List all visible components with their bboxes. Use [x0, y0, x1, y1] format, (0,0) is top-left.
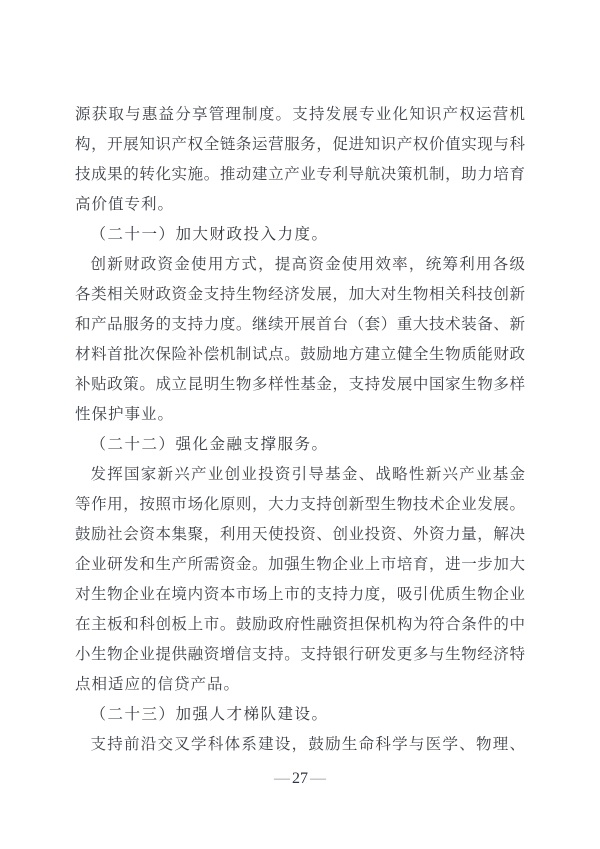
text-line-6: 创新财政资金使用方式，提高资金使用效率，统筹利用各级	[90, 256, 525, 273]
text-line-1: 源获取与惠益分享管理制度。支持发展专业化知识产权运营机	[75, 106, 525, 123]
page-number: 27	[292, 770, 308, 787]
text-line-5: （二十一）加大财政投入力度。	[90, 226, 329, 243]
text-line-3: 技成果的转化实施。推动建立产业专利导航决策机制，助力培育	[75, 166, 525, 183]
text-line-16: 企业研发和生产所需资金。加强生物企业上市培育，进一步加大	[75, 556, 525, 573]
text-line-19: 小生物企业提供融资增信支持。支持银行研发更多与生物经济特	[75, 646, 525, 663]
text-line-18: 在主板和科创板上市。鼓励政府性融资担保机构为符合条件的中	[75, 616, 525, 633]
text-line-10: 补贴政策。成立昆明生物多样性基金，支持发展中国家生物多样	[75, 376, 525, 393]
text-line-22: 支持前沿交叉学科体系建设，鼓励生命科学与医学、物理、	[90, 736, 525, 753]
text-line-7: 各类相关财政资金支持生物经济发展，加大对生物相关科技创新	[75, 286, 525, 303]
document-body	[75, 100, 525, 760]
text-line-4: 高价值专利。	[75, 196, 175, 213]
text-line-2: 构，开展知识产权全链条运营服务，促进知识产权价值实现与科	[75, 136, 525, 153]
text-line-17: 对生物企业在境内资本市场上市的支持力度，吸引优质生物企业	[75, 586, 525, 603]
text-line-9: 材料首批次保险补偿机制试点。鼓励地方建立健全生物质能财政	[75, 346, 525, 363]
page-number-right-dash: —	[310, 770, 326, 787]
text-line-21: （二十三）加强人才梯队建设。	[90, 706, 329, 723]
page-number-left-dash: —	[274, 770, 290, 787]
text-line-11: 性保护事业。	[75, 406, 175, 423]
page-footer	[0, 768, 600, 790]
text-line-12: （二十二）强化金融支撑服务。	[90, 436, 329, 453]
text-line-20: 点相适应的信贷产品。	[75, 676, 241, 693]
text-line-13: 发挥国家新兴产业创业投资引导基金、战略性新兴产业基金	[90, 466, 525, 483]
text-line-15: 鼓励社会资本集聚，利用天使投资、创业投资、外资力量，解决	[75, 526, 525, 543]
text-line-8: 和产品服务的支持力度。继续开展首台（套）重大技术装备、新	[75, 316, 525, 333]
text-line-14: 等作用，按照市场化原则，大力支持创新型生物技术企业发展。	[75, 496, 525, 513]
